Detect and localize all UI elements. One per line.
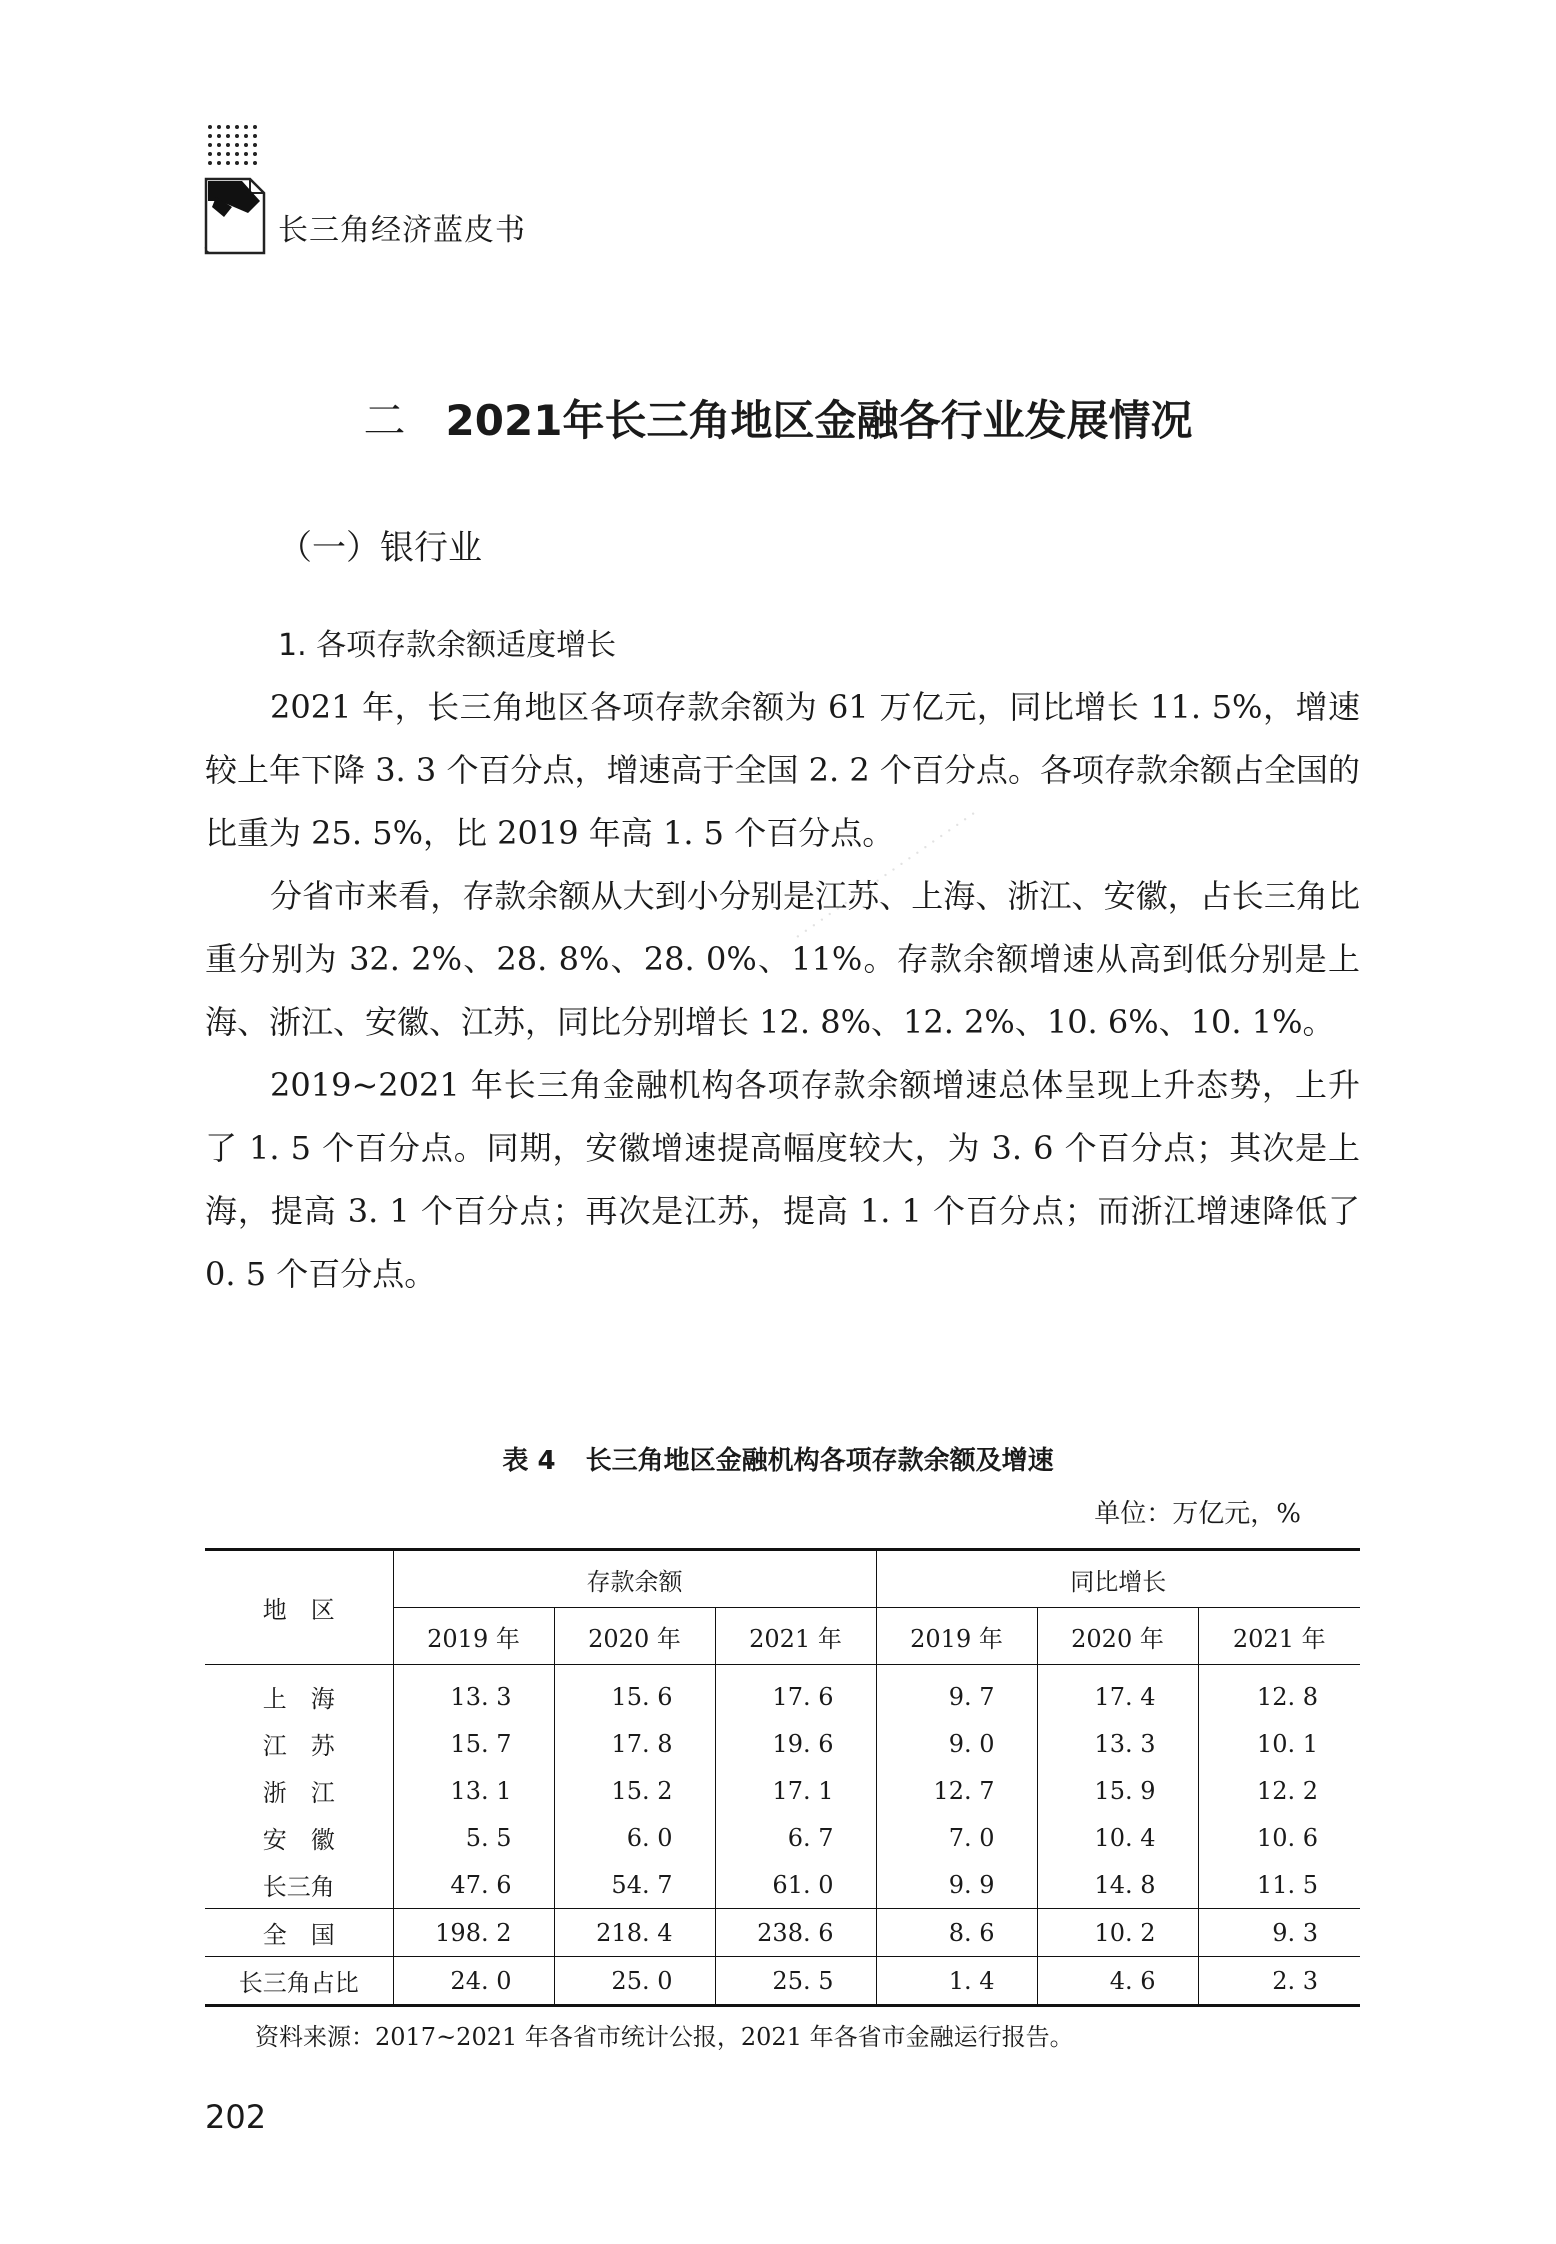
paragraph: 2019~2021 年长三角金融机构各项存款余额增速总体呈现上升态势，上升了 1. 5 个百分点。同期，安徽增速提高幅度较大，为 3. 6 个百分点；其次是上海，提高 3. 1 个百分点；再次是江苏，提高 1. 1 个百分点；而浙江增速降低了 0. 5 个百分点。 (205, 1066, 1360, 1293)
subsection-heading: （一）银行业 (278, 528, 482, 568)
dot (226, 125, 230, 129)
value-cell: 12. 7 (876, 1767, 1037, 1814)
book-series-title: 长三角经济蓝皮书 (278, 213, 526, 248)
region-cell: 安 徽 (262, 1826, 335, 1854)
value-cell: 13. 1 (393, 1767, 554, 1814)
value-cell: 12. 8 (1198, 1665, 1360, 1721)
section-title: 2021年长三角地区金融各行业发展情况 (445, 396, 1193, 445)
region-cell: 上 海 (262, 1685, 335, 1713)
value-cell: 13. 3 (393, 1665, 554, 1721)
table-row (205, 1957, 1360, 2006)
value-cell: 6. 7 (715, 1814, 876, 1861)
year-header: 2019 年 (876, 1608, 1037, 1665)
table-source: 资料来源：2017~2021 年各省市统计公报，2021 年各省市金融运行报告。 (255, 2023, 1074, 2051)
value-cell: 17. 6 (715, 1665, 876, 1721)
value-cell: 10. 2 (1037, 1909, 1198, 1957)
value-cell: 11. 5 (1198, 1861, 1360, 1909)
section-heading (0, 388, 1556, 448)
value-cell: 238. 6 (715, 1909, 876, 1957)
dot (208, 143, 212, 147)
value-cell: 24. 0 (393, 1957, 554, 2006)
value-cell: 10. 6 (1198, 1814, 1360, 1861)
paragraph: 分省市来看，存款余额从大到小分别是江苏、上海、浙江、安徽，占长三角比重分别为 32. 2%、28. 8%、28. 0%、11%。存款余额增速从高到低分别是上海、浙江、安徽、江苏，同比分别增长 12. 8%、12. 2%、10. 6%、10. 1%。 (205, 877, 1360, 1041)
dot (253, 143, 257, 147)
region-cell: 长三角占比 (205, 1957, 393, 2006)
region-header: 地 区 (205, 1550, 393, 1665)
dot (235, 125, 239, 129)
subsubsection-heading: 1. 各项存款余额适度增长 (278, 628, 617, 663)
value-cell: 9. 9 (876, 1861, 1037, 1909)
dot-grid-icon (208, 125, 268, 175)
dot (226, 143, 230, 147)
year-header: 2020 年 (1037, 1608, 1198, 1665)
section-number: 二 (363, 396, 406, 445)
value-cell: 13. 3 (1037, 1720, 1198, 1767)
value-cell: 17. 1 (715, 1767, 876, 1814)
dot (253, 134, 257, 138)
dot (253, 125, 257, 129)
dot (244, 152, 248, 156)
dot (235, 161, 239, 165)
value-cell: 15. 7 (393, 1720, 554, 1767)
watermark: ······················· (790, 801, 986, 948)
dot (226, 161, 230, 165)
value-cell: 10. 4 (1037, 1814, 1198, 1861)
value-cell: 198. 2 (393, 1909, 554, 1957)
body-text (205, 676, 1360, 1306)
dot (235, 152, 239, 156)
year-header: 2019 年 (393, 1608, 554, 1665)
dot (253, 152, 257, 156)
dot (253, 161, 257, 165)
value-cell: 12. 2 (1198, 1767, 1360, 1814)
deposit-table (205, 1548, 1360, 2007)
dot (217, 125, 221, 129)
value-cell: 9. 3 (1198, 1909, 1360, 1957)
dot (208, 125, 212, 129)
value-cell: 1. 4 (876, 1957, 1037, 2006)
value-cell: 17. 4 (1037, 1665, 1198, 1721)
deposit-balance-header: 存款余额 (393, 1550, 876, 1608)
year-header: 2021 年 (715, 1608, 876, 1665)
value-cell: 7. 0 (876, 1814, 1037, 1861)
region-cell: 江 苏 (262, 1732, 335, 1760)
value-cell: 2. 3 (1198, 1957, 1360, 2006)
region-cell: 浙 江 (262, 1779, 335, 1807)
dot (208, 152, 212, 156)
value-cell: 25. 5 (715, 1957, 876, 2006)
table-row (205, 1665, 1360, 1721)
dot (217, 134, 221, 138)
value-cell: 47. 6 (393, 1861, 554, 1909)
table-unit: 单位：万亿元，% (1094, 1499, 1301, 1529)
value-cell: 5. 5 (393, 1814, 554, 1861)
dot (235, 134, 239, 138)
page-number: 202 (205, 2098, 267, 2136)
value-cell: 15. 9 (1037, 1767, 1198, 1814)
dot (217, 143, 221, 147)
table-row (205, 1814, 1360, 1861)
value-cell: 25. 0 (554, 1957, 715, 2006)
dot (235, 143, 239, 147)
value-cell: 10. 1 (1198, 1720, 1360, 1767)
table-title: 长三角地区金融机构各项存款余额及增速 (585, 1446, 1054, 1476)
value-cell: 17. 8 (554, 1720, 715, 1767)
value-cell: 8. 6 (876, 1909, 1037, 1957)
book-logo (200, 125, 270, 255)
book-corner-icon (202, 177, 266, 255)
dot (208, 134, 212, 138)
dot (244, 125, 248, 129)
table-row (205, 1767, 1360, 1814)
value-cell: 54. 7 (554, 1861, 715, 1909)
value-cell: 15. 2 (554, 1767, 715, 1814)
region-cell: 全 国 (205, 1909, 393, 1957)
year-header: 2020 年 (554, 1608, 715, 1665)
value-cell: 9. 0 (876, 1720, 1037, 1767)
dot (226, 152, 230, 156)
value-cell: 15. 6 (554, 1665, 715, 1721)
table-row (205, 1720, 1360, 1767)
table-label: 表 4 (502, 1446, 556, 1476)
yoy-growth-header: 同比增长 (876, 1550, 1360, 1608)
dot (217, 161, 221, 165)
dot (244, 161, 248, 165)
dot (244, 134, 248, 138)
value-cell: 9. 7 (876, 1665, 1037, 1721)
value-cell: 19. 6 (715, 1720, 876, 1767)
value-cell: 6. 0 (554, 1814, 715, 1861)
dot (244, 143, 248, 147)
region-cell: 长三角 (262, 1873, 335, 1901)
year-header: 2021 年 (1198, 1608, 1360, 1665)
dot (226, 134, 230, 138)
dot (217, 152, 221, 156)
value-cell: 61. 0 (715, 1861, 876, 1909)
table-caption (0, 1440, 1556, 1477)
dot (208, 161, 212, 165)
table-row (205, 1909, 1360, 1957)
paragraph: 2021 年，长三角地区各项存款余额为 61 万亿元，同比增长 11. 5%，增速较上年下降 3. 3 个百分点，增速高于全国 2. 2 个百分点。各项存款余额占全国的比重为 25. 5%，比 2019 年高 1. 5 个百分点。 (205, 688, 1360, 852)
table-row (205, 1861, 1360, 1909)
value-cell: 4. 6 (1037, 1957, 1198, 2006)
value-cell: 14. 8 (1037, 1861, 1198, 1909)
value-cell: 218. 4 (554, 1909, 715, 1957)
